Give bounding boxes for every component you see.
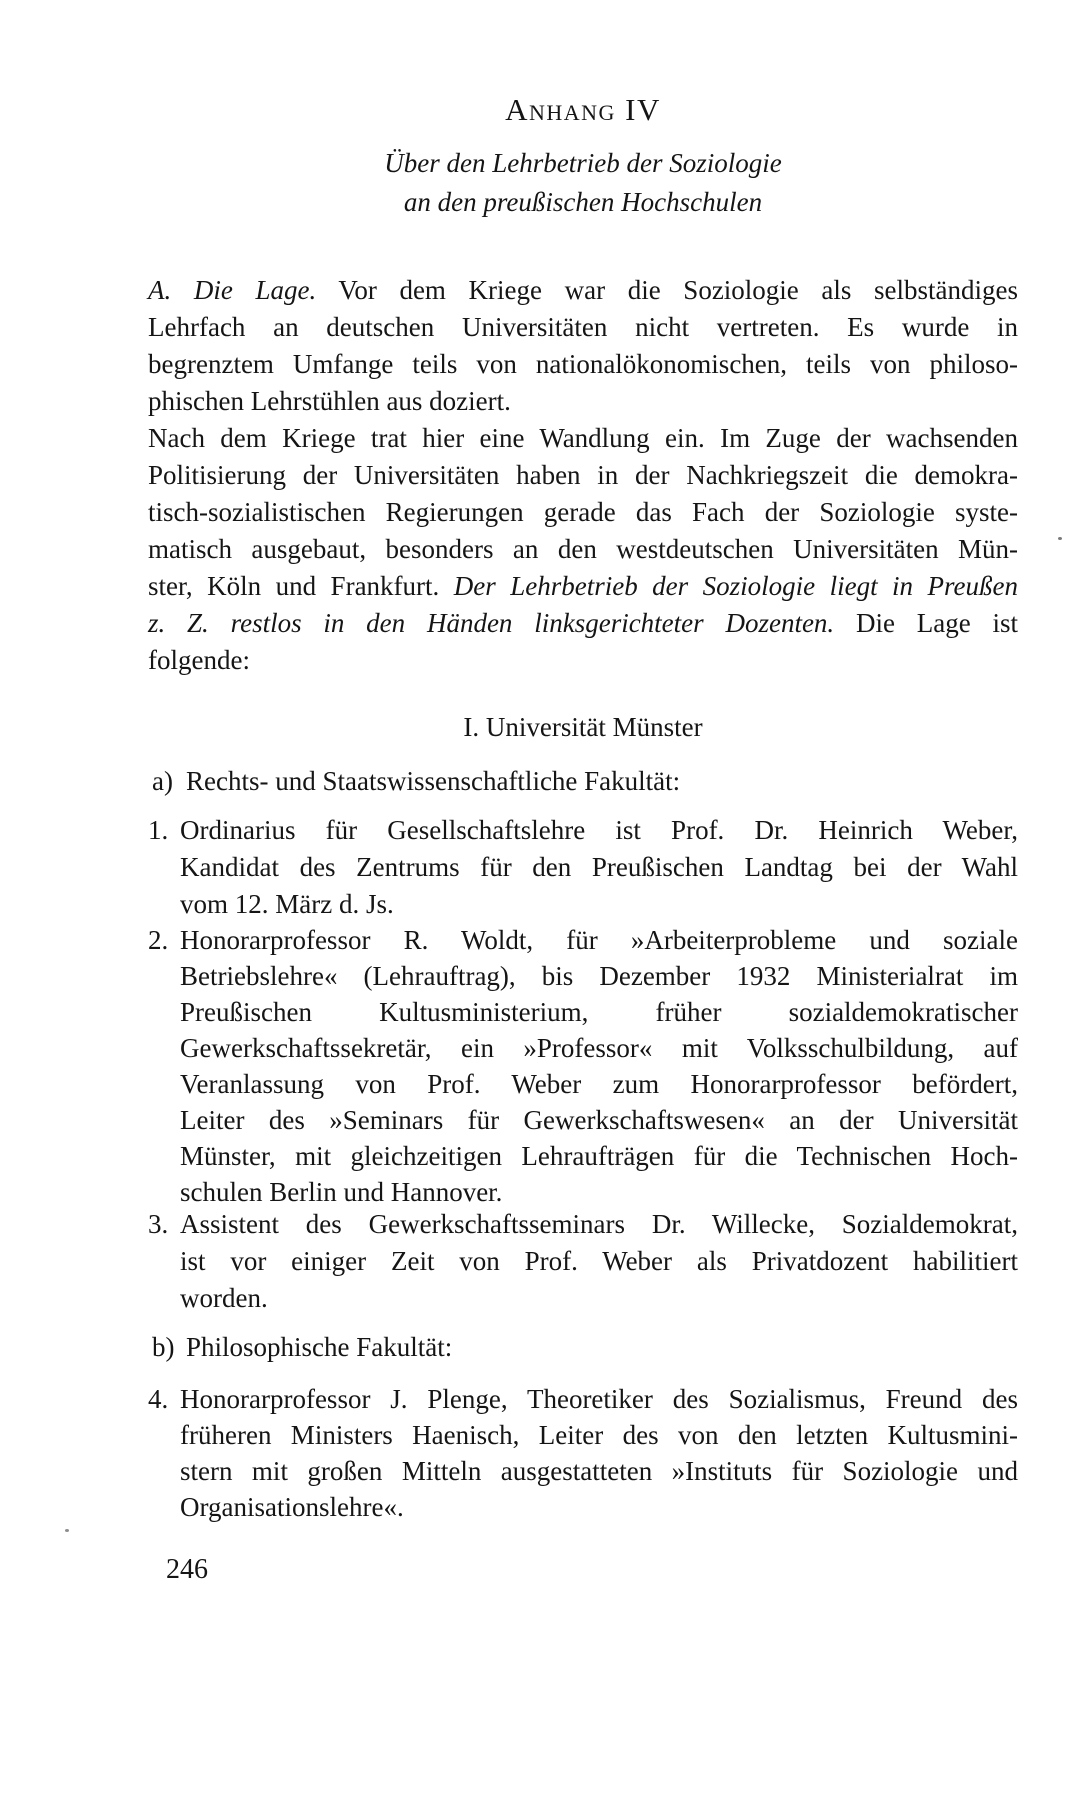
text-line: Ordinarius für Gesellschaftslehre ist Prof. Dr. Heinrich Weber,	[180, 815, 1018, 845]
subtitle-line-2: an den preußischen Hochschulen	[403, 187, 763, 217]
text-line: worden.	[180, 1283, 268, 1313]
text-line: Assistent des Gewerkschaftsseminars Dr. Willecke, Sozialdemokrat,	[180, 1209, 1018, 1239]
text-line: folgende:	[148, 645, 250, 675]
appendix-heading: Anhang IV	[505, 92, 661, 127]
list-item-3-number: 3.	[148, 1209, 169, 1239]
text-span: ster, Köln und Frankfurt.	[148, 571, 440, 601]
text-span: Die Lage ist	[855, 608, 1019, 638]
text-line: Betriebslehre« (Lehrauftrag), bis Dezember 1932 Ministerialrat im	[180, 961, 1018, 991]
text-line: ist vor einiger Zeit von Prof. Weber als Privatdozent habilitiert	[180, 1246, 1018, 1276]
list-item-3	[148, 1206, 1018, 1317]
intro-paragraphs	[148, 272, 1018, 679]
subsection-a	[152, 766, 680, 797]
list-item-4	[148, 1381, 1018, 1525]
list-item-4-number: 4.	[148, 1384, 169, 1414]
text-line: Leiter des »Seminars für Gewerkschaftswesen« an der Universität	[180, 1105, 1018, 1135]
subsection-b-marker: b)	[152, 1332, 175, 1362]
subsection-b-label: Philosophische Fakultät:	[186, 1332, 453, 1362]
text-line: Lehrfach an deutschen Universitäten nicht vertreten. Es wurde in	[148, 312, 1018, 342]
italic-span: z. Z. restlos in den Händen linksgerichteter Dozenten.	[148, 608, 835, 638]
print-speck	[65, 1529, 69, 1532]
text-line: Veranlassung von Prof. Weber zum Honorarprofessor befördert,	[180, 1069, 1018, 1099]
text-line	[148, 272, 1018, 309]
text-line: Honorarprofessor R. Woldt, für »Arbeiterprobleme und soziale	[180, 925, 1018, 955]
section-heading-universitaet-muenster: I. Universität Münster	[463, 712, 703, 742]
text-line: tisch-sozialistischen Regierungen gerade das Fach der Soziologie syste-	[148, 497, 1018, 527]
text-line	[148, 568, 1018, 605]
text-line: früheren Ministers Haenisch, Leiter des von den letzten Kultusmini-	[180, 1420, 1018, 1450]
text-line: Honorarprofessor J. Plenge, Theoretiker des Sozialismus, Freund des	[180, 1384, 1018, 1414]
text-line: Organisationslehre«.	[180, 1492, 404, 1522]
text-line: Preußischen Kultusministerium, früher sozialdemokratischer	[180, 997, 1018, 1027]
subtitle-line-1: Über den Lehrbetrieb der Soziologie	[384, 148, 782, 178]
subsection-b	[152, 1332, 452, 1363]
text-line: stern mit großen Mitteln ausgestatteten »Instituts für Soziologie und	[180, 1456, 1018, 1486]
text-line: Münster, mit gleichzeitigen Lehraufträgen für die Technischen Hoch-	[180, 1141, 1018, 1171]
text-line: Politisierung der Universitäten haben in der Nachkriegszeit die demokra-	[148, 460, 1018, 490]
text-line: schulen Berlin und Hannover.	[180, 1177, 503, 1207]
text-line: Nach dem Kriege trat hier eine Wandlung ein. Im Zuge der wachsenden	[148, 423, 1018, 453]
text-line: phischen Lehrstühlen aus doziert.	[148, 386, 511, 416]
list-item-1-number: 1.	[148, 815, 169, 845]
text-line	[148, 605, 1018, 642]
appendix-subtitle	[148, 144, 1018, 222]
italic-span: Der Lehrbetrieb der Soziologie liegt in Preußen	[453, 571, 1018, 601]
subsection-a-marker: a)	[152, 766, 173, 796]
list-item-1	[148, 812, 1018, 923]
text-line: begrenztem Umfange teils von nationalökonomischen, teils von philoso-	[148, 349, 1018, 379]
list-item-2-number: 2.	[148, 925, 169, 955]
subsection-a-label: Rechts- und Staatswissenschaftliche Fakultät:	[186, 766, 681, 796]
text-span: Vor dem Kriege war die Soziologie als selbständiges	[338, 275, 1018, 305]
text-line: Kandidat des Zentrums für den Preußischen Landtag bei der Wahl	[180, 852, 1018, 882]
text-line: matisch ausgebaut, besonders an den westdeutschen Universitäten Mün-	[148, 534, 1018, 564]
lead-in-italic: A. Die Lage.	[148, 275, 317, 305]
text-line: Gewerkschaftssekretär, ein »Professor« mit Volksschulbildung, auf	[180, 1033, 1018, 1063]
print-speck	[1058, 537, 1062, 540]
page-number: 246	[166, 1554, 208, 1585]
list-item-2	[148, 922, 1018, 1210]
text-line: vom 12. März d. Js.	[180, 889, 394, 919]
